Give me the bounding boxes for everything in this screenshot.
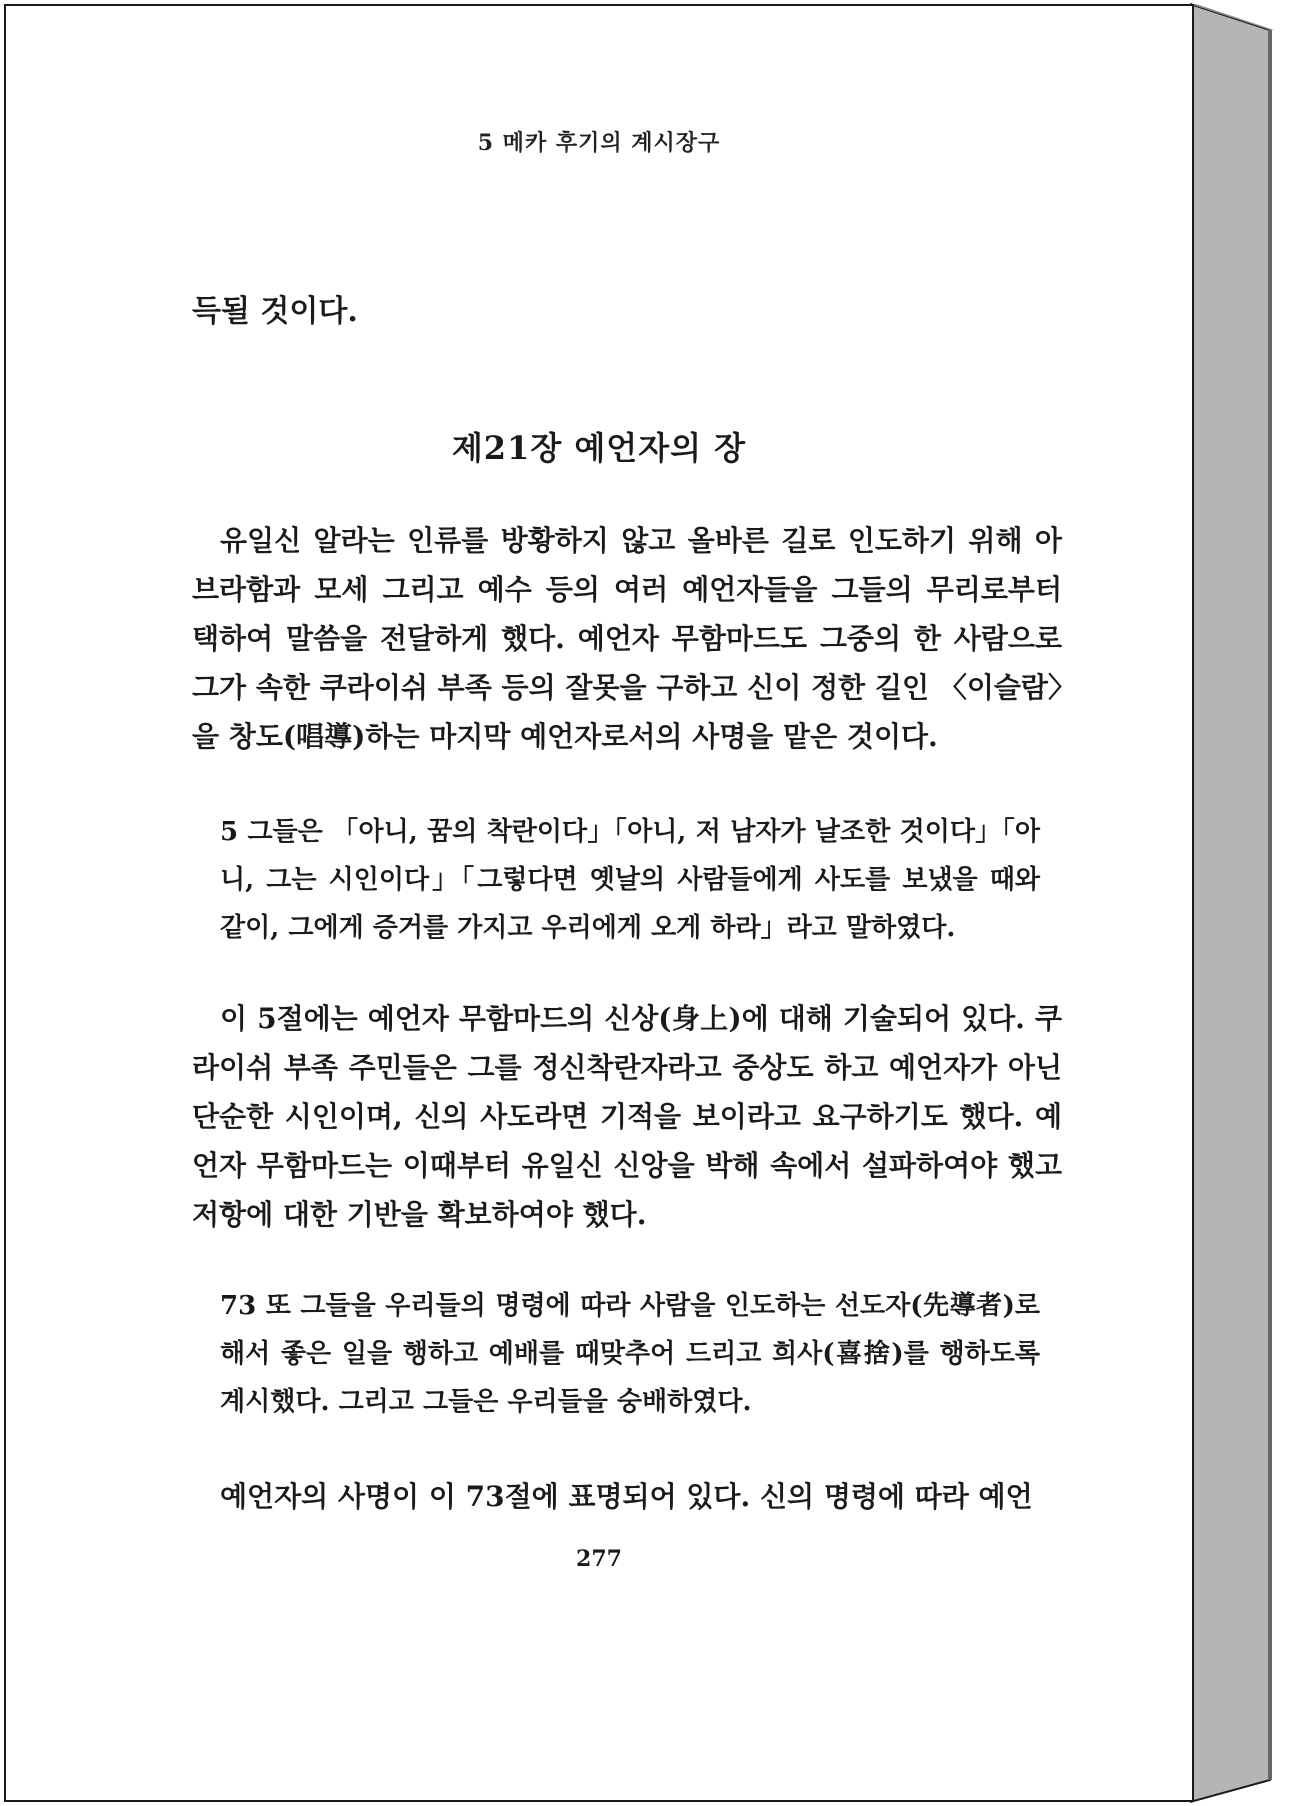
running-head: 5 메카 후기의 계시장구 [477,130,721,156]
body-paragraph-3: 예언자의 사명이 이 73절에 표명되어 있다. 신의 명령에 따라 예언 [220,1480,1033,1513]
continued-text-fragment: 득될 것이다. [192,294,358,329]
verse-quote-73: 73 또 그들을 우리들의 명령에 따라 사람을 인도하는 선도자(先導者)로 해서 좋은 일을 행하고 예배를 때맞추어 드리고 희사(喜捨)를 행하도록 계시했다. 그리고 그들은 우리들을 숭배하였다. [220,1291,1040,1417]
body-paragraph-2: 이 5절에는 예언자 무함마드의 신상(身上)에 대해 기술되어 있다. 쿠라이쉬 부족 주민들은 그를 정신착란자라고 중상도 하고 예언자가 아닌 단순한 시인이며, 신의 사도라면 기적을 보이라고 요구하기도 했다. 예언자 무함마드는 이때부터 유일신 신앙을 박해 속에서 설파하여야 했고 저항에 대한 기반을 확보하여야 했다. [192,1002,1062,1231]
book-spine-edge [1190,0,1295,1806]
verse-quote-5: 5 그들은 「아니, 꿈의 착란이다」「아니, 저 남자가 날조한 것이다」「아니, 그는 시인이다」「그렇다면 옛날의 사람들에게 사도를 보냈을 때와 같이, 그에게 증거를 가지고 우리에게 오게 하라」라고 말하였다. [220,817,1040,943]
chapter-title: 제21장 예언자의 장 [451,429,747,467]
book-page [4,4,1194,1802]
page-number: 277 [576,1546,622,1572]
body-paragraph-1: 유일신 알라는 인류를 방황하지 않고 올바른 길로 인도하기 위해 아브라함과 모세 그리고 예수 등의 여러 예언자들을 그들의 무리로부터 택하여 말씀을 전달하게 했다. 예언자 무함마드도 그중의 한 사람으로 그가 속한 쿠라이쉬 부족 등의 잘못을 구하고 신이 정한 길인 〈이슬람〉을 창도(唱導)하는 마지막 예언자로서의 사명을 맡은 것이다. [192,524,1062,753]
